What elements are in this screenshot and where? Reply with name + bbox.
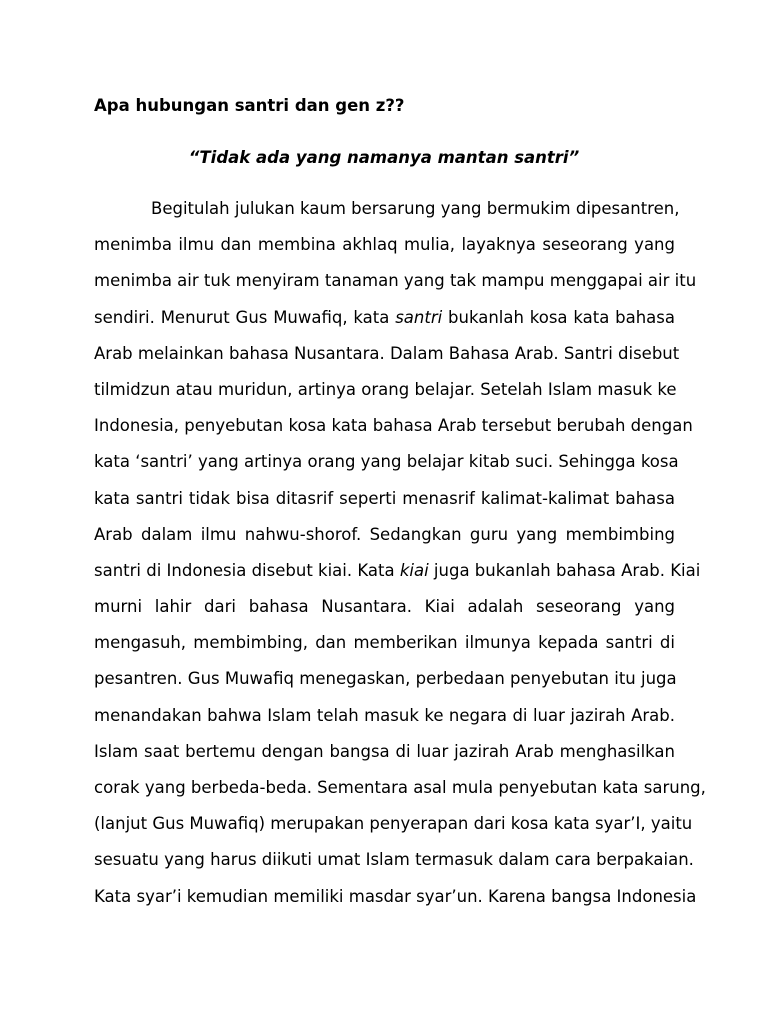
paragraph-line: Arab melainkan bahasa Nusantara. Dalam Bahasa Arab. Santri disebut: [94, 343, 680, 363]
line-text: santri di Indonesia disebut kiai. Kata: [94, 560, 400, 580]
paragraph-line: menandakan bahwa Islam telah masuk ke negara di luar jazirah Arab.: [94, 705, 675, 725]
paragraph-line: [94, 559, 701, 595]
body-paragraph: [94, 197, 706, 921]
line-text: bukanlah kosa kata bahasa: [442, 307, 676, 327]
paragraph-line: kata santri tidak bisa ditasrif seperti menasrif kalimat-kalimat bahasa: [94, 488, 675, 508]
paragraph-line: [94, 306, 675, 342]
italic-term: santri: [395, 307, 443, 327]
paragraph-line: Arab dalam ilmu nahwu-shorof. Sedangkan guru yang membimbing: [94, 524, 675, 544]
paragraph-line: menimba ilmu dan membina akhlaq mulia, layaknya seseorang yang: [94, 235, 675, 255]
paragraph-line: tilmidzun atau muridun, artinya orang belajar. Setelah Islam masuk ke: [94, 379, 677, 399]
paragraph-line: menimba air tuk menyiram tanaman yang tak mampu menggapai air itu: [94, 271, 697, 291]
document-quote: “Tidak ada yang namanya mantan santri”: [188, 148, 580, 167]
italic-term: kiai: [399, 560, 429, 580]
paragraph-line: Islam saat bertemu dengan bangsa di luar jazirah Arab menghasilkan: [94, 741, 675, 761]
paragraph-line: (lanjut Gus Muwafiq) merupakan penyerapan dari kosa kata syar’I, yaitu: [94, 814, 693, 834]
paragraph-line: Indonesia, penyebutan kosa kata bahasa Arab tersebut berubah dengan: [94, 416, 693, 436]
paragraph-line: murni lahir dari bahasa Nusantara. Kiai adalah seseorang yang: [94, 597, 675, 617]
paragraph-line: Kata syar’i kemudian memiliki masdar syar’un. Karena bangsa Indonesia: [94, 886, 697, 906]
line-text: juga bukanlah bahasa Arab. Kiai: [428, 560, 701, 580]
paragraph-line: Begitulah julukan kaum bersarung yang bermukim dipesantren,: [151, 199, 680, 218]
paragraph-line: pesantren. Gus Muwafiq menegaskan, perbedaan penyebutan itu juga: [94, 669, 677, 689]
paragraph-line: mengasuh, membimbing, dan memberikan ilmunya kepada santri di: [94, 633, 675, 653]
paragraph-line: corak yang berbeda-beda. Sementara asal mula penyebutan kata sarung,: [94, 778, 706, 797]
line-text: sendiri. Menurut Gus Muwafiq, kata: [94, 307, 396, 327]
paragraph-line: kata ‘santri’ yang artinya orang yang belajar kitab suci. Sehingga kosa: [94, 452, 679, 472]
document-title: Apa hubungan santri dan gen z??: [94, 96, 405, 115]
paragraph-line: sesuatu yang harus diikuti umat Islam termasuk dalam cara berpakaian.: [94, 850, 694, 870]
